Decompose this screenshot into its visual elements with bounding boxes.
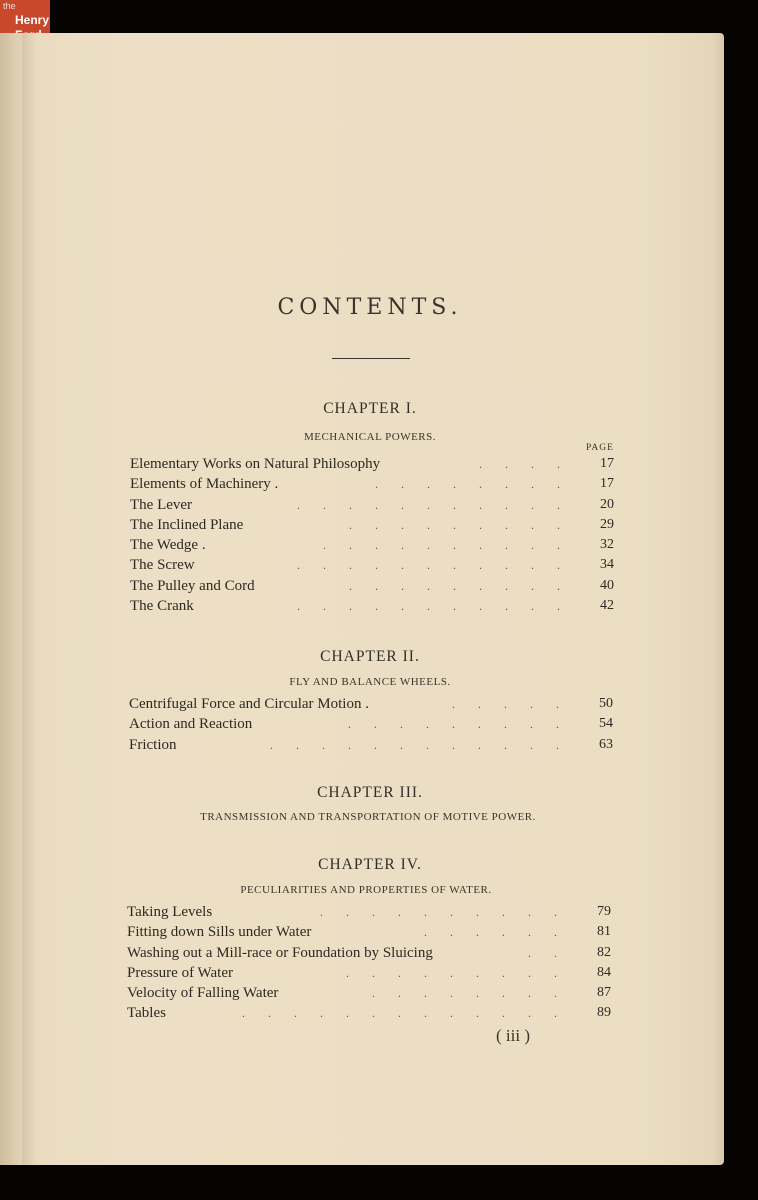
page-gutter-shadow: [22, 33, 36, 1165]
title-divider: [332, 358, 410, 359]
leader-dots: . . . . . . . . .: [349, 517, 570, 532]
toc-entry[interactable]: [130, 596, 614, 616]
entry-title: The Wedge .: [130, 537, 206, 554]
entry-title: Fitting down Sills under Water: [127, 924, 312, 941]
logo-henry: Henry: [15, 13, 50, 27]
leader-dots: . .: [528, 945, 567, 960]
toc-entry[interactable]: [130, 576, 614, 596]
toc-entry[interactable]: [127, 902, 611, 922]
entry-title: The Inclined Plane: [130, 516, 244, 533]
toc-entry[interactable]: [130, 555, 614, 575]
entry-page: 82: [597, 944, 611, 960]
entry-page: 63: [599, 736, 613, 752]
chapter-4-entries: [127, 902, 611, 1024]
entry-title: The Screw: [130, 557, 195, 574]
entry-title: Centrifugal Force and Circular Motion .: [129, 696, 369, 712]
toc-entry[interactable]: [127, 922, 611, 942]
toc-entry[interactable]: [129, 735, 613, 755]
leader-dots: . . . . . . . . . . .: [297, 497, 570, 512]
leader-dots: . . . . .: [452, 697, 569, 711]
toc-entry[interactable]: [129, 714, 613, 734]
entry-page: 50: [599, 696, 613, 711]
logo-the: the: [3, 1, 16, 11]
leader-dots: . . . . . . . . .: [348, 717, 569, 732]
chapter-subtitle: FLY AND BALANCE WHEELS.: [289, 676, 451, 688]
leader-dots: . . . . . . . . . . . . .: [242, 1006, 567, 1021]
entry-page: 17: [600, 456, 614, 471]
leader-dots: . . . . . . . . . . .: [297, 599, 570, 614]
toc-entry[interactable]: [130, 535, 614, 555]
chapter-subtitle: PECULIARITIES AND PROPERTIES OF WATER.: [240, 884, 492, 896]
page-column-header: PAGE: [586, 443, 614, 453]
entry-title: Washing out a Mill-race or Foundation by Sluicing: [127, 944, 433, 961]
toc-entry[interactable]: [127, 983, 611, 1003]
entry-title: Friction: [129, 736, 177, 753]
entry-page: 34: [600, 557, 614, 573]
leader-dots: . . . . . . . . .: [346, 965, 567, 980]
entry-page: 29: [600, 516, 614, 532]
leader-dots: . . . .: [479, 457, 570, 471]
folio-page-number: ( iii ): [496, 1026, 530, 1045]
toc-entry[interactable]: [130, 454, 614, 474]
entry-page: 79: [597, 904, 611, 919]
entry-title: Action and Reaction: [129, 716, 253, 733]
entry-title: Tables: [127, 1005, 166, 1022]
entry-page: 89: [597, 1005, 611, 1021]
leader-dots: . . . . . . . . .: [349, 578, 570, 593]
entry-page: 87: [597, 985, 611, 1001]
entry-page: 42: [600, 598, 614, 614]
leader-dots: . . . . . . . .: [375, 477, 570, 492]
entry-title: The Lever: [130, 496, 193, 513]
leader-dots: . . . . . .: [424, 925, 567, 940]
toc-entry[interactable]: [130, 474, 614, 494]
book-page: [0, 33, 724, 1165]
entry-page: 32: [600, 537, 614, 553]
chapter-subtitle: MECHANICAL POWERS.: [303, 431, 437, 443]
entry-title: Velocity of Falling Water: [127, 985, 279, 1002]
entry-page: 84: [597, 964, 611, 980]
entry-title: Pressure of Water: [127, 964, 233, 981]
entry-title: The Pulley and Cord: [130, 577, 255, 594]
leader-dots: . . . . . . . . . .: [320, 905, 567, 919]
entry-page: 20: [600, 496, 614, 512]
chapter-title: CHAPTER III.: [317, 784, 423, 801]
entry-page: 81: [597, 924, 611, 940]
toc-entry[interactable]: [129, 694, 613, 714]
chapter-subtitle: TRANSMISSION AND TRANSPORTATION OF MOTIVE POWER.: [200, 811, 536, 823]
entry-title: Elements of Machinery .: [130, 476, 279, 493]
chapter-title: CHAPTER II.: [320, 648, 420, 665]
leader-dots: . . . . . . . .: [372, 986, 567, 1001]
entry-title: Taking Levels: [127, 904, 213, 920]
entry-title: Elementary Works on Natural Philosophy: [130, 456, 381, 472]
chapter-2-entries: [129, 694, 613, 755]
toc-entry[interactable]: [130, 515, 614, 535]
entry-page: 40: [600, 577, 614, 593]
toc-entry[interactable]: [127, 963, 611, 983]
leader-dots: . . . . . . . . . .: [323, 538, 570, 553]
entry-title: The Crank: [130, 598, 194, 615]
entry-page: 54: [599, 716, 613, 732]
leader-dots: . . . . . . . . . . .: [297, 558, 570, 573]
leader-dots: . . . . . . . . . . . .: [270, 737, 569, 752]
entry-page: 17: [600, 476, 614, 492]
toc-entry[interactable]: [127, 943, 611, 963]
chapter-1-entries: [130, 454, 614, 616]
chapter-title: CHAPTER I.: [323, 400, 417, 417]
chapter-title: CHAPTER IV.: [318, 856, 422, 873]
page-title: CONTENTS.: [277, 295, 463, 320]
toc-entry[interactable]: [127, 1003, 611, 1023]
toc-entry[interactable]: [130, 495, 614, 515]
